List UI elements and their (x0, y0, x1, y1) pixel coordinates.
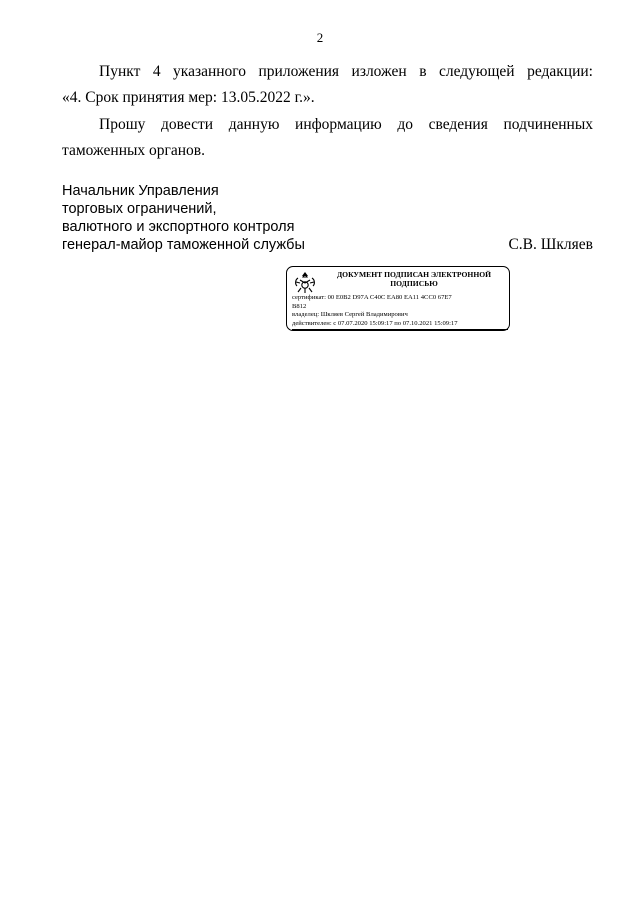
stamp-owner: владелец: Шкляев Сергей Владимирович (292, 311, 408, 319)
signer-position-line: генерал-майор таможенной службы (62, 237, 305, 253)
customs-emblem-icon (292, 271, 318, 295)
stamp-validity: действителен: с 07.07.2020 15:09:17 по 07.10.2021 15:09:17 (292, 320, 508, 330)
stamp-title: ДОКУМЕНТ ПОДПИСАН ЭЛЕКТРОННОЙ ПОДПИСЬЮ (336, 270, 492, 288)
stamp-details (292, 294, 508, 330)
signer-name: С.В. Шкляев (508, 236, 593, 253)
signer-position-line: валютного и экспортного контроля (62, 219, 295, 235)
paragraph-line: таможенных органов. (62, 142, 206, 159)
stamp-certificate-cont: B812 (292, 302, 307, 310)
paragraph-amendment (62, 59, 593, 111)
paragraph-line: «4. Срок принятия мер: 13.05.2022 г.». (62, 89, 315, 106)
signer-position (62, 182, 305, 254)
signer-position-line: Начальник Управления (62, 183, 219, 199)
signer-position-line: торговых ограничений, (62, 201, 217, 217)
electronic-signature-stamp (286, 266, 510, 331)
stamp-certificate: сертификат: 00 E0B2 D97A C40C EA80 EA11 4CC0 67E7 (292, 294, 452, 301)
paragraph-request (62, 112, 593, 164)
page-number: 2 (316, 30, 324, 45)
paragraph-line: Пункт 4 указанного приложения изложен в следующей редакции: (99, 63, 593, 80)
paragraph-line: Прошу довести данную информацию до сведения подчиненных (99, 116, 593, 133)
